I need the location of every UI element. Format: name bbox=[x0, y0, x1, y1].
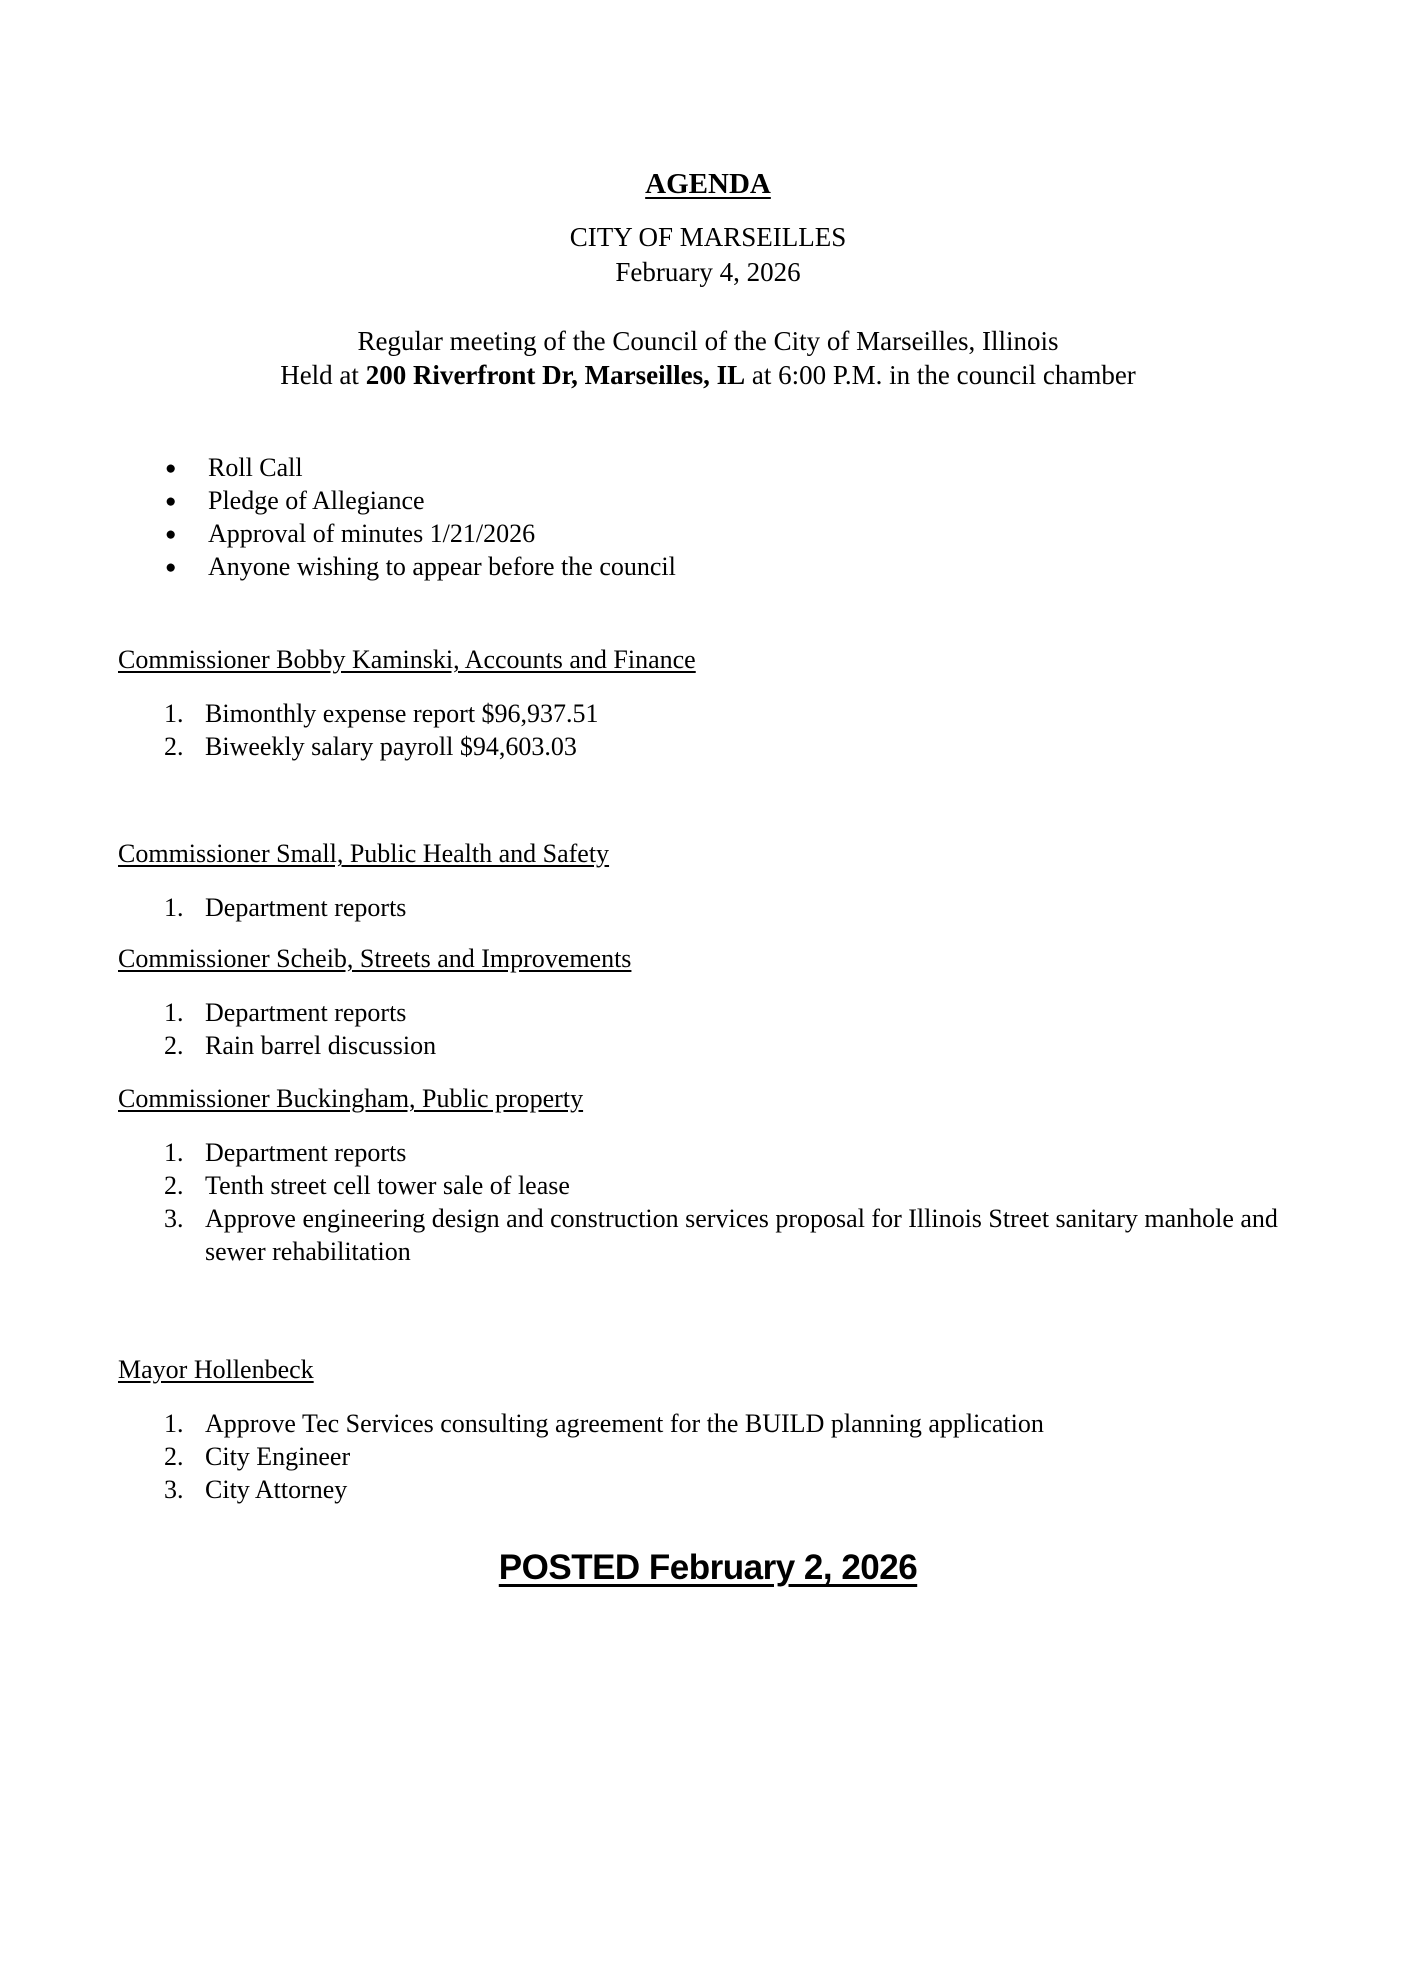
meeting-description: Regular meeting of the Council of the City of Marseilles, Illinois bbox=[357, 326, 1059, 356]
location-suffix: at 6:00 P.M. in the council chamber bbox=[745, 360, 1136, 390]
numbered-list-item bbox=[118, 697, 1298, 730]
item-number: 1. bbox=[164, 893, 184, 922]
bullet-list-item bbox=[118, 451, 1298, 484]
meeting-location-line bbox=[118, 358, 1298, 392]
numbered-list-item bbox=[118, 1202, 1298, 1268]
numbered-list-item bbox=[118, 1029, 1298, 1062]
section-heading: Commissioner Buckingham, Public property bbox=[118, 1084, 584, 1113]
bullet-list-item bbox=[118, 550, 1298, 583]
section-items-list bbox=[118, 891, 1298, 924]
meeting-date: February 4, 2026 bbox=[615, 257, 801, 287]
numbered-item-text: Approve engineering design and construction services proposal for Illinois Street sanitary manhole and sewer rehabilitation bbox=[205, 1204, 1278, 1266]
item-number: 2. bbox=[164, 732, 184, 761]
section-heading: Commissioner Small, Public Health and Safety bbox=[118, 839, 610, 868]
bullet-icon: ● bbox=[165, 458, 177, 479]
agenda-section bbox=[118, 837, 1298, 924]
numbered-item-text: Department reports bbox=[205, 998, 407, 1027]
organization-name: CITY OF MARSEILLES bbox=[569, 222, 847, 252]
numbered-list-item bbox=[118, 996, 1298, 1029]
item-number: 1. bbox=[164, 699, 184, 728]
item-number: 3. bbox=[164, 1475, 184, 1504]
bullet-item-text: Pledge of Allegiance bbox=[208, 486, 425, 515]
location-address: 200 Riverfront Dr, Marseilles, IL bbox=[365, 360, 746, 390]
numbered-list-item bbox=[118, 1407, 1298, 1440]
posted-date-line: POSTED February 2, 2026 bbox=[498, 1548, 918, 1587]
numbered-list-item bbox=[118, 1136, 1298, 1169]
item-number: 3. bbox=[164, 1204, 184, 1233]
preliminary-items-list bbox=[118, 451, 1298, 583]
section-items-list bbox=[118, 697, 1298, 763]
section-items-list bbox=[118, 1136, 1298, 1268]
section-heading: Mayor Hollenbeck bbox=[118, 1355, 314, 1384]
agenda-document-page bbox=[0, 166, 1402, 1966]
numbered-item-text: Tenth street cell tower sale of lease bbox=[205, 1171, 570, 1200]
section-heading: Commissioner Scheib, Streets and Improvements bbox=[118, 944, 632, 973]
bullet-item-text: Anyone wishing to appear before the council bbox=[208, 552, 676, 581]
numbered-list-item bbox=[118, 730, 1298, 763]
item-number: 2. bbox=[164, 1031, 184, 1060]
agenda-section bbox=[118, 1082, 1298, 1268]
numbered-item-text: Biweekly salary payroll $94,603.03 bbox=[205, 732, 577, 761]
section-items-list bbox=[118, 996, 1298, 1062]
location-prefix: Held at bbox=[280, 360, 366, 390]
bullet-item-text: Roll Call bbox=[208, 453, 303, 482]
item-number: 2. bbox=[164, 1171, 184, 1200]
item-number: 1. bbox=[164, 998, 184, 1027]
bullet-list-item bbox=[118, 517, 1298, 550]
section-heading: Commissioner Bobby Kaminski, Accounts and Finance bbox=[118, 645, 696, 674]
numbered-item-text: Bimonthly expense report $96,937.51 bbox=[205, 699, 599, 728]
numbered-item-text: Department reports bbox=[205, 1138, 407, 1167]
item-number: 1. bbox=[164, 1138, 184, 1167]
bullet-icon: ● bbox=[165, 557, 177, 578]
bullet-icon: ● bbox=[165, 491, 177, 512]
bullet-icon: ● bbox=[165, 524, 177, 545]
numbered-item-text: Department reports bbox=[205, 893, 407, 922]
document-title: AGENDA bbox=[645, 168, 771, 200]
numbered-list-item bbox=[118, 1169, 1298, 1202]
numbered-list-item bbox=[118, 1440, 1298, 1473]
bullet-list-item bbox=[118, 484, 1298, 517]
numbered-item-text: City Attorney bbox=[205, 1475, 348, 1504]
agenda-section bbox=[118, 1353, 1298, 1506]
numbered-item-text: Approve Tec Services consulting agreement for the BUILD planning application bbox=[205, 1409, 1044, 1438]
agenda-section bbox=[118, 643, 1298, 763]
agenda-section bbox=[118, 942, 1298, 1062]
numbered-list-item bbox=[118, 891, 1298, 924]
numbered-item-text: City Engineer bbox=[205, 1442, 351, 1471]
numbered-item-text: Rain barrel discussion bbox=[205, 1031, 437, 1060]
section-items-list bbox=[118, 1407, 1298, 1506]
agenda-sections bbox=[118, 643, 1298, 1506]
bullet-item-text: Approval of minutes 1/21/2026 bbox=[208, 519, 536, 548]
item-number: 1. bbox=[164, 1409, 184, 1438]
item-number: 2. bbox=[164, 1442, 184, 1471]
numbered-list-item bbox=[118, 1473, 1298, 1506]
